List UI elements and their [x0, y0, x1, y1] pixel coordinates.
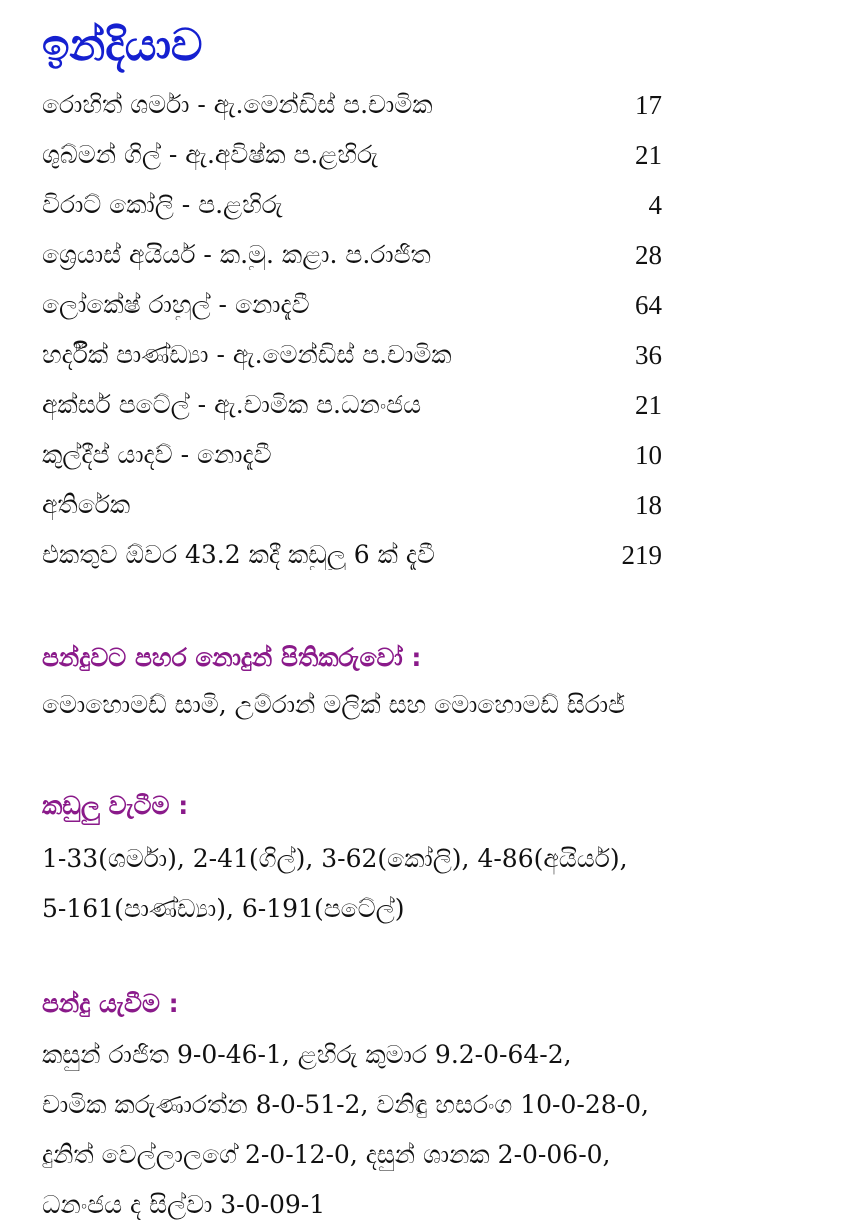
- batter-dismissal: ශුබ්මන් ගිල් - ඇ.අවිෂ්ක ප.ළහිරු: [42, 140, 378, 169]
- batter-dismissal: අක්සර් පටේල් - ඇ.චාමික ප.ධනංජය: [42, 390, 422, 419]
- batter-runs: 64: [635, 289, 662, 320]
- batter-dismissal: රොහිත් ශර්මා - ඇ.මෙන්ඩිස් ප.චාමික: [42, 90, 433, 119]
- fall-of-wickets-line: 5-161(පාණ්ඩ්‍යා), 6-191(පටේල්): [42, 894, 405, 923]
- fall-of-wickets-line: 1-33(ශර්මා), 2-41(ගිල්), 3-62(කෝලි), 4-86(අයියර්),: [42, 844, 628, 873]
- batter-dismissal: විරාට් කෝලි - ප.ළහිරු: [42, 190, 283, 219]
- bowling-list: [42, 1030, 832, 1230]
- bowling-line: කසුන් රාජිත 9-0-46-1, ළහිරු කුමාර 9.2-0-64-2,: [42, 1040, 572, 1069]
- batter-dismissal: ලෝකේෂ් රාහුල් - නොදැවී: [42, 290, 310, 319]
- batter-runs: 17: [635, 89, 662, 120]
- fall-of-wickets-heading: කඩුලු වැටීම :: [42, 791, 189, 820]
- batter-runs: 4: [648, 189, 662, 220]
- extras-runs: 18: [635, 489, 662, 520]
- batter-dismissal: ශ්‍රෙයාස් අයියර් - ක.මු. කළා. ප.රාජිත: [42, 240, 431, 269]
- bowling-line: දුනිත් වෙල්ලාලගේ 2-0-12-0, දසුන් ශානක 2-0-06-0,: [42, 1140, 611, 1169]
- did-not-bat-heading: පන්දුවට පහර නොදුන් පිතිකරුවෝ :: [42, 643, 422, 672]
- bowling-line: ධනංජය ද සිල්වා 3-0-09-1: [42, 1190, 326, 1219]
- did-not-bat-list: [42, 680, 832, 730]
- batting-table: [42, 80, 662, 580]
- batting-row: [42, 230, 662, 280]
- batting-row: [42, 330, 662, 380]
- batting-row: [42, 430, 662, 480]
- batter-dismissal: කුල්දීප් යාදව් - නොදැවී: [42, 440, 272, 469]
- bowling-heading: පන්දු යැවීම :: [42, 989, 179, 1018]
- did-not-bat-line: මොහොමඩ් සාමි, උම්රාන් මලික් සහ මොහොමඩ් සිරාජ්: [42, 690, 626, 719]
- batter-runs: 36: [635, 339, 662, 370]
- fall-of-wickets-list: [42, 834, 832, 934]
- batter-dismissal: හර්දීක් පාණ්ඩ්‍යා - ඇ.මෙන්ඩිස් ප.චාමික: [42, 340, 452, 369]
- total-runs: 219: [621, 539, 662, 570]
- batting-row: [42, 180, 662, 230]
- batter-runs: 28: [635, 239, 662, 270]
- team-title: ඉන්දියාව: [42, 20, 203, 71]
- batting-row: [42, 80, 662, 130]
- batter-runs: 21: [635, 389, 662, 420]
- extras-row: [42, 480, 662, 530]
- batter-runs: 10: [635, 439, 662, 470]
- total-label: එකතුව ඕවර 43.2 කදී කඩුලු 6 ක් දැවී: [42, 540, 435, 569]
- extras-label: අතිරේක: [42, 490, 131, 519]
- batting-row: [42, 130, 662, 180]
- total-row: [42, 530, 662, 580]
- bowling-line: චාමික කරුණාරත්න 8-0-51-2, වනිඳු හසරංග 10-0-28-0,: [42, 1090, 649, 1119]
- batting-row: [42, 380, 662, 430]
- batting-row: [42, 280, 662, 330]
- batter-runs: 21: [635, 139, 662, 170]
